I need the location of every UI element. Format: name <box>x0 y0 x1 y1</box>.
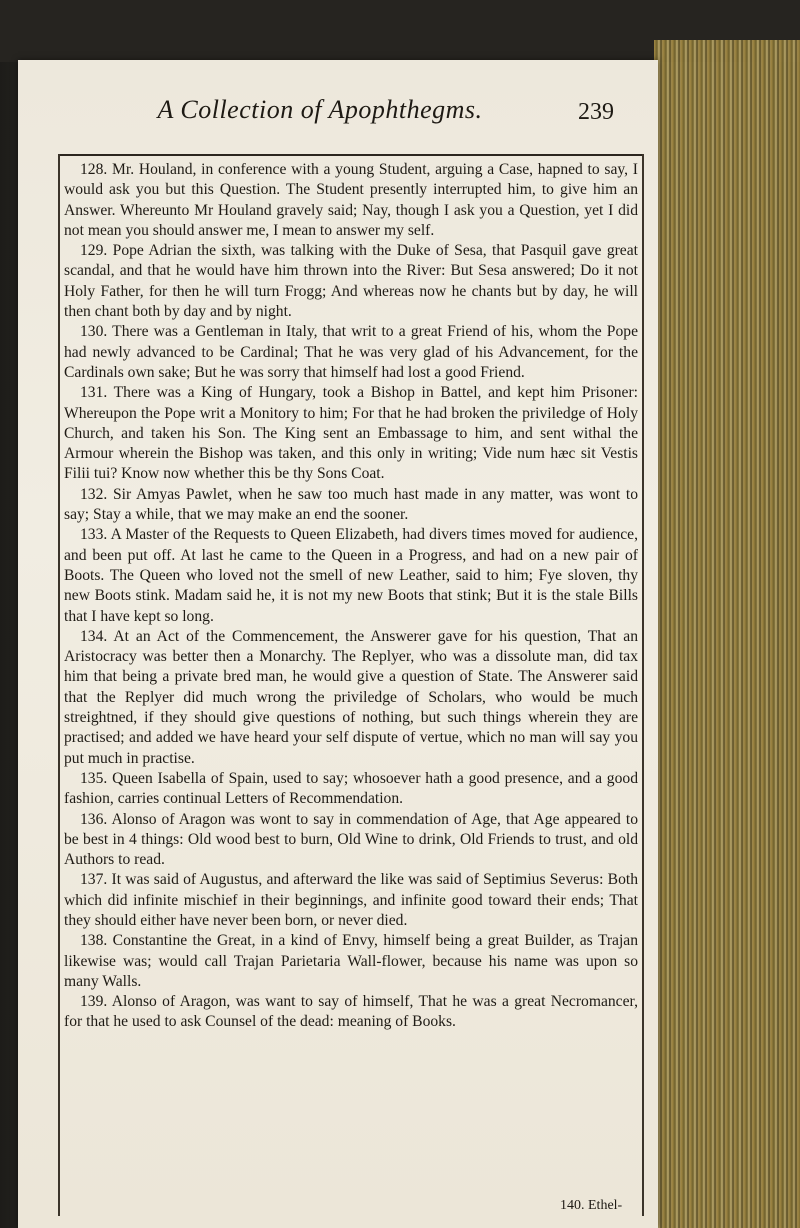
apophthegm-132: 132. Sir Amyas Pawlet, when he saw too much hast made in any matter, was wont to say; Stay a while, that we may make an end the sooner. <box>64 485 638 524</box>
apophthegm-138: 138. Constantine the Great, in a kind of Envy, himself being a great Builder, as Trajan likewise was; would call Trajan Parietaria Wall-flower, because his name was upon so many Walls. <box>64 932 638 990</box>
running-title: A Collection of Apophthegms. <box>157 95 483 124</box>
catchword: 140. Ethel- <box>560 1198 623 1213</box>
apophthegm-131: 131. There was a King of Hungary, took a Bishop in Battel, and kept him Prisoner: Whereupon the Pope writ a Monitory to him; For that he had broken the priviledge of Holy Church, and taken his Son. The King sent an Embassage to him, and sent withal the Armour wherein the Bishop was taken, and this only in writing; Vide num hæc sit Vestis Filii tui? Know now whether this be thy Sons Coat. <box>64 384 638 483</box>
frame-rule-left <box>58 154 60 1216</box>
apophthegm-135: 135. Queen Isabella of Spain, used to say; whosoever hath a good presence, and a good fashion, carries continual Letters of Recommendation. <box>64 769 638 808</box>
apophthegm-136: 136. Alonso of Aragon was wont to say in commendation of Age, that Age appeared to be best in 4 things: Old wood best to burn, Old Wine to drink, Old Friends to trust, and old Authors to read. <box>64 810 638 869</box>
apophthegm-128: 128. Mr. Houland, in conference with a young Student, arguing a Case, hapned to say, I would ask you but this Question. The Student presently interrupted him, to give him an Answer. Whereunto Mr Houland gravely said; Nay, though I ask you a Question, yet I did not mean you should answer me, I mean to answer my self. <box>64 161 638 239</box>
apophthegm-129: 129. Pope Adrian the sixth, was talking with the Duke of Sesa, that Pasquil gave great scandal, and that he would have him thrown into the River: But Sesa answered; Do it not Holy Father, for then he will turn Frogg; And whereas now he chants but by day, he will then chant both by day and by night. <box>64 242 638 321</box>
apophthegm-139: 139. Alonso of Aragon, was want to say of himself, That he was a great Necromancer, for that he used to ask Counsel of the dead: meaning of Books. <box>64 993 638 1031</box>
frame-rule-right <box>642 154 644 1216</box>
apophthegm-133: 133. A Master of the Requests to Queen Elizabeth, had divers times moved for audience, and been put off. At last he came to the Queen in a Progress, and had on a new pair of Boots. The Queen who loved not the smell of new Leather, said to him; Fye sloven, thy new Boots stink. Madam said he, it is not my new Boots that stink; But it is the stale Bills that I have kept so long. <box>64 526 638 625</box>
header-rule <box>60 154 642 156</box>
apophthegm-130: 130. There was a Gentleman in Italy, that writ to a great Friend of his, whom the Pope had newly advanced to be Cardinal; That he was very glad of his Advancement, for the Cardinals own sake; But he was sorry that himself had lost a good Friend. <box>64 323 638 381</box>
page-header <box>70 95 650 145</box>
apophthegm-137: 137. It was said of Augustus, and afterward the like was said of Septimius Severus: Both which did infinite mischief in their beginnings, and infinite good toward their ends; That they should either have never been born, or never died. <box>64 871 638 929</box>
apophthegm-134: 134. At an Act of the Commencement, the Answerer gave for his question, That an Aristocracy was better then a Monarchy. The Replyer, who was a dissolute man, did tax him that being a private bred man, he would give a question of State. The Answerer said that the Replyer did much wrong the priviledge of Scholars, who would be much streightned, if they should give questions of nothing, but such things wherein they are practised; and added we have heard your self dispute of vertue, which no man will say you put much in practise. <box>64 627 638 767</box>
text-block <box>64 160 638 1033</box>
book-page-edges <box>654 40 800 1228</box>
page-number: 239 <box>578 99 614 125</box>
